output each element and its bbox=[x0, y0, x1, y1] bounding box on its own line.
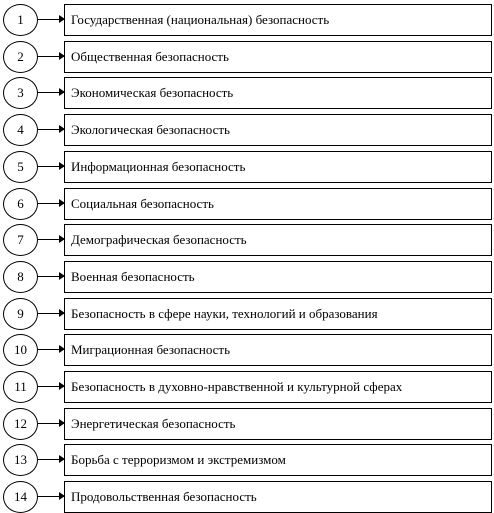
diagram-row bbox=[0, 298, 494, 330]
number-circle: 4 bbox=[3, 114, 38, 146]
security-type-box: Экономическая безопасность bbox=[64, 77, 492, 109]
number-circle: 5 bbox=[3, 151, 38, 183]
diagram-row bbox=[0, 481, 494, 513]
number-circle: 13 bbox=[3, 444, 38, 476]
security-type-box: Социальная безопасность bbox=[64, 188, 492, 220]
arrow-connector bbox=[38, 92, 64, 93]
arrow-connector bbox=[38, 129, 64, 130]
diagram-row bbox=[0, 334, 494, 366]
number-circle: 10 bbox=[3, 334, 38, 366]
security-type-box: Демографическая безопасность bbox=[64, 224, 492, 256]
diagram-row bbox=[0, 408, 494, 440]
security-type-box: Борьба с терроризмом и экстремизмом bbox=[64, 444, 492, 476]
diagram-row bbox=[0, 41, 494, 73]
security-type-box: Информационная безопасность bbox=[64, 151, 492, 183]
diagram-row bbox=[0, 4, 494, 36]
number-circle: 8 bbox=[3, 261, 38, 293]
diagram-row bbox=[0, 151, 494, 183]
arrow-connector bbox=[38, 239, 64, 240]
number-circle: 7 bbox=[3, 224, 38, 256]
arrow-connector bbox=[38, 386, 64, 387]
number-circle: 12 bbox=[3, 408, 38, 440]
security-type-box: Общественная безопасность bbox=[64, 41, 492, 73]
security-type-box: Безопасность в духовно-нравственной и культурной сферах bbox=[64, 371, 492, 403]
arrow-connector bbox=[38, 166, 64, 167]
diagram-row bbox=[0, 77, 494, 109]
security-type-box: Военная безопасность bbox=[64, 261, 492, 293]
security-type-box: Миграционная безопасность bbox=[64, 334, 492, 366]
number-circle: 9 bbox=[3, 298, 38, 330]
security-type-box: Экологическая безопасность bbox=[64, 114, 492, 146]
diagram-row bbox=[0, 261, 494, 293]
number-circle: 11 bbox=[3, 371, 38, 403]
diagram-row bbox=[0, 224, 494, 256]
arrow-connector bbox=[38, 56, 64, 57]
diagram-row bbox=[0, 444, 494, 476]
number-circle: 6 bbox=[3, 188, 38, 220]
security-type-box: Продовольственная безопасность bbox=[64, 481, 492, 513]
number-circle: 1 bbox=[3, 4, 38, 36]
arrow-connector bbox=[38, 313, 64, 314]
arrow-connector bbox=[38, 19, 64, 20]
arrow-connector bbox=[38, 459, 64, 460]
diagram-row bbox=[0, 188, 494, 220]
number-circle: 14 bbox=[3, 481, 38, 513]
arrow-connector bbox=[38, 496, 64, 497]
security-type-box: Энергетическая безопасность bbox=[64, 408, 492, 440]
arrow-connector bbox=[38, 276, 64, 277]
number-circle: 3 bbox=[3, 77, 38, 109]
diagram-row bbox=[0, 371, 494, 403]
arrow-connector bbox=[38, 203, 64, 204]
diagram-row bbox=[0, 114, 494, 146]
arrow-connector bbox=[38, 423, 64, 424]
security-type-box: Государственная (национальная) безопасность bbox=[64, 4, 492, 36]
arrow-connector bbox=[38, 349, 64, 350]
security-type-box: Безопасность в сфере науки, технологий и образования bbox=[64, 298, 492, 330]
number-circle: 2 bbox=[3, 41, 38, 73]
